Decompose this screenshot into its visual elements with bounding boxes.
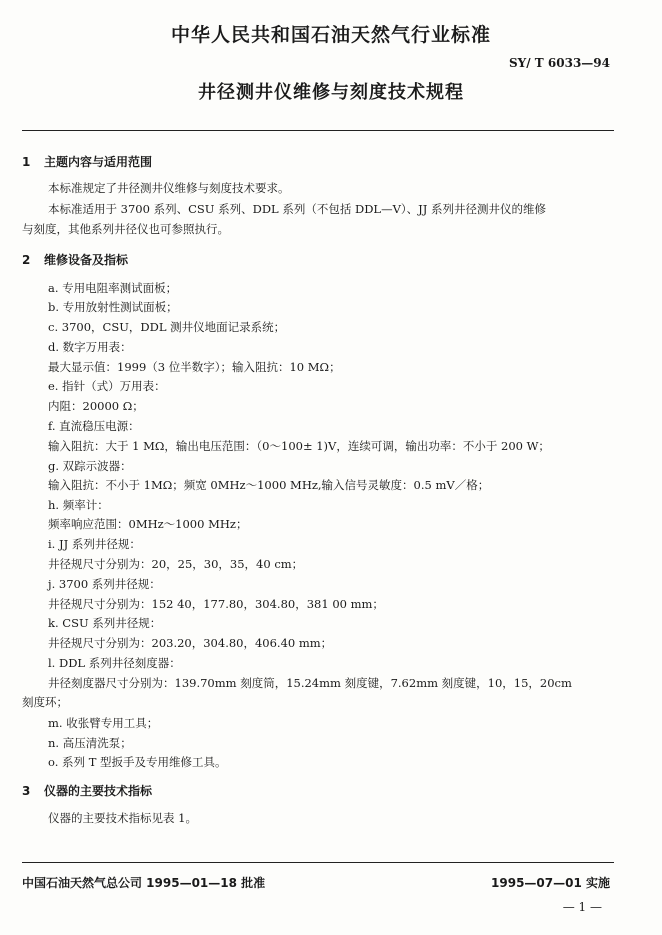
section-title: 主题内容与适用范围 bbox=[44, 155, 153, 169]
equipment-item: l. DDL 系列井径刻度器： bbox=[48, 656, 181, 670]
equipment-item: n. 高压清洗泵； bbox=[48, 736, 132, 750]
equipment-item: i. JJ 系列井径规： bbox=[48, 537, 141, 551]
equipment-item: h. 频率计： bbox=[48, 498, 109, 512]
paragraph: 仪器的主要技术指标见表 1。 bbox=[48, 811, 197, 825]
equipment-spec: 井径规尺寸分别为：20，25，30，35，40 cm； bbox=[48, 557, 304, 571]
equipment-item: d. 数字万用表： bbox=[48, 340, 132, 354]
section-number: 1 bbox=[22, 155, 31, 169]
equipment-item: k. CSU 系列井径规： bbox=[48, 616, 162, 630]
effective-date: 1995—07—01 实施 bbox=[491, 876, 610, 890]
paragraph-continuation: 与刻度，其他系列井径仪也可参照执行。 bbox=[22, 222, 229, 236]
header-rule bbox=[22, 130, 614, 131]
equipment-item: f. 直流稳压电源： bbox=[48, 419, 140, 433]
equipment-spec: 最大显示值：1999（3 位半数字）；输入阻抗：10 MΩ； bbox=[48, 360, 341, 374]
footer-rule bbox=[22, 862, 614, 863]
equipment-item: b. 专用放射性测试面板； bbox=[48, 300, 178, 314]
page-number: — 1 — bbox=[562, 900, 602, 914]
equipment-spec: 井径规尺寸分别为：152 40，177.80，304.80，381 00 mm； bbox=[48, 597, 384, 611]
equipment-item: c. 3700，CSU，DDL 测井仪地面记录系统； bbox=[48, 320, 286, 334]
equipment-spec: 内阻：20000 Ω； bbox=[48, 399, 144, 413]
equipment-spec-continuation: 刻度环； bbox=[22, 695, 68, 709]
standard-category-title: 中华人民共和国石油天然气行业标准 bbox=[170, 24, 491, 46]
section-number: 3 bbox=[22, 784, 31, 798]
paragraph: 本标准规定了井径测井仪维修与刻度技术要求。 bbox=[48, 181, 290, 195]
standard-code: SY/ T 6033—94 bbox=[509, 56, 610, 70]
section-2-heading bbox=[22, 251, 128, 268]
section-title: 维修设备及指标 bbox=[44, 253, 129, 267]
equipment-item: m. 收张臂专用工具； bbox=[48, 716, 159, 730]
paragraph: 本标准适用于 3700 系列、CSU 系列、DDL 系列（不包括 DDL—V）、JJ 系列井径测井仪的维修 bbox=[48, 202, 546, 216]
approval-info: 中国石油天然气总公司 1995—01—18 批准 bbox=[22, 876, 266, 890]
equipment-spec: 输入阻抗：不小于 1MΩ；频宽 0MHz～1000 MHz,输入信号灵敏度：0.5 mV／格； bbox=[48, 478, 490, 492]
equipment-item: g. 双踪示波器： bbox=[48, 459, 132, 473]
equipment-item: e. 指针（式）万用表： bbox=[48, 379, 166, 393]
section-number: 2 bbox=[22, 253, 31, 267]
section-title: 仪器的主要技术指标 bbox=[44, 784, 153, 798]
equipment-item: o. 系列 T 型扳手及专用维修工具。 bbox=[48, 755, 227, 769]
equipment-spec: 井径刻度器尺寸分别为：139.70mm 刻度筒，15.24mm 刻度键，7.62mm 刻度键，10，15，20cm bbox=[48, 676, 572, 690]
section-1-heading bbox=[22, 153, 152, 170]
document-title: 井径测井仪维修与刻度技术规程 bbox=[198, 82, 464, 103]
equipment-spec: 频率响应范围：0MHz～1000 MHz； bbox=[48, 517, 248, 531]
section-3-heading bbox=[22, 782, 152, 799]
equipment-spec: 井径规尺寸分别为：203.20，304.80，406.40 mm； bbox=[48, 636, 333, 650]
equipment-item: j. 3700 系列井径规： bbox=[48, 577, 161, 591]
equipment-item: a. 专用电阻率测试面板； bbox=[48, 281, 178, 295]
equipment-spec: 输入阻抗：大于 1 MΩ，输出电压范围：（0～100± 1)V，连续可调，输出功率：不小于 200 W； bbox=[48, 439, 550, 453]
